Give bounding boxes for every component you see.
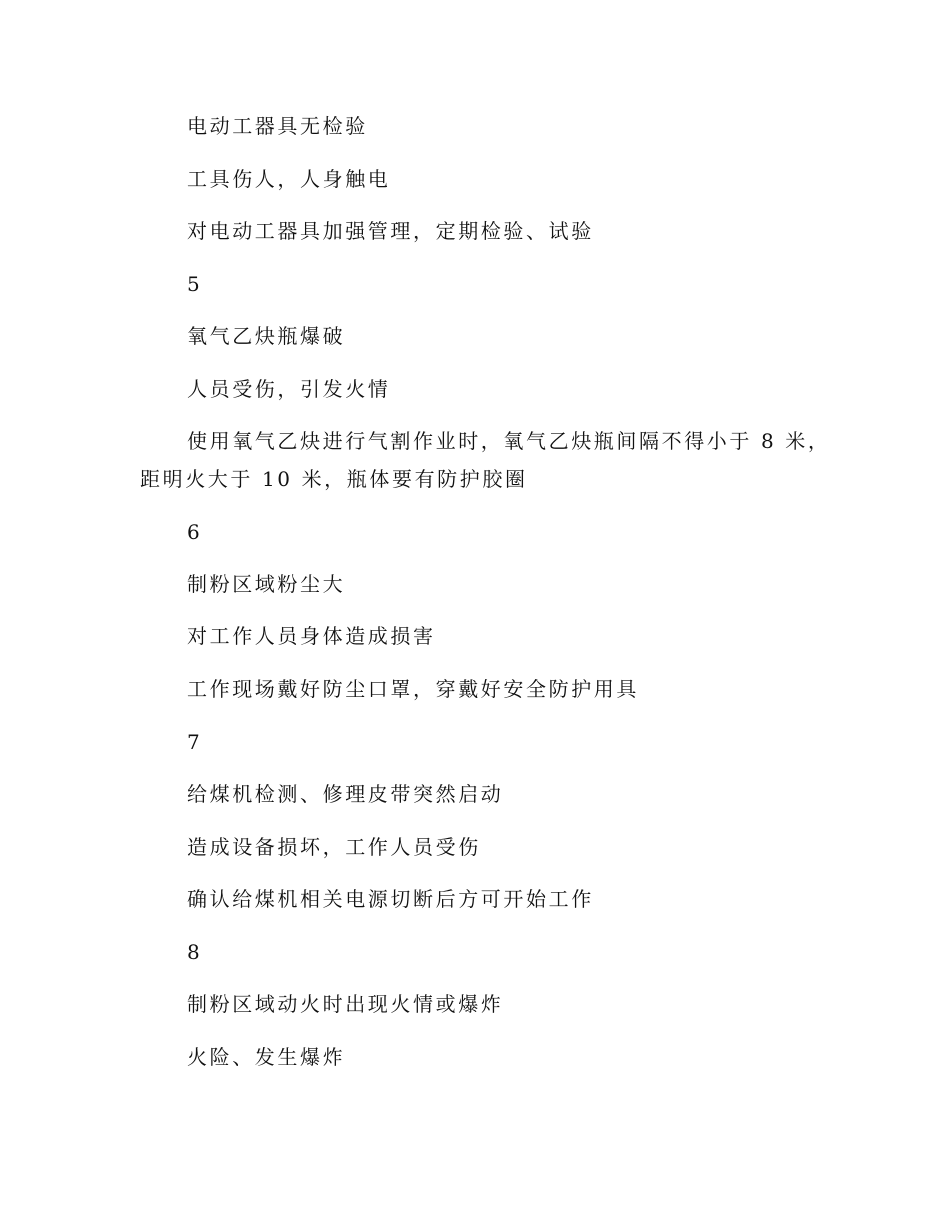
text-line: 工具伤人，人身触电: [187, 167, 391, 191]
text-line: 人员受伤，引发火情: [187, 377, 391, 401]
text-line: 火险、发生爆炸: [187, 1045, 346, 1069]
text-line: 确认给煤机相关电源切断后方可开始工作: [187, 887, 594, 911]
text-line: 给煤机检测、修理皮带突然启动: [187, 782, 504, 806]
text-line-continuation: 距明火大于 10 米，瓶体要有防护胶圈: [140, 467, 528, 491]
text-line: 制粉区域动火时出现火情或爆炸: [187, 992, 504, 1016]
item-number: 5: [187, 272, 203, 296]
text-line: 氧气乙炔瓶爆破: [187, 324, 346, 348]
text-line: 造成设备损坏，工作人员受伤: [187, 835, 481, 859]
text-line: 对电动工器具加强管理，定期检验、试验: [187, 219, 594, 243]
item-number: 7: [187, 730, 203, 754]
text-line: 制粉区域粉尘大: [187, 572, 346, 596]
text-line: 对工作人员身体造成损害: [187, 624, 436, 648]
text-line: 工作现场戴好防尘口罩，穿戴好安全防护用具: [187, 677, 639, 701]
text-line: 电动工器具无检验: [187, 114, 368, 138]
text-line: 使用氧气乙炔进行气割作业时，氧气乙炔瓶间隔不得小于 8 米，: [187, 429, 831, 453]
item-number: 8: [187, 940, 203, 964]
item-number: 6: [187, 520, 203, 544]
